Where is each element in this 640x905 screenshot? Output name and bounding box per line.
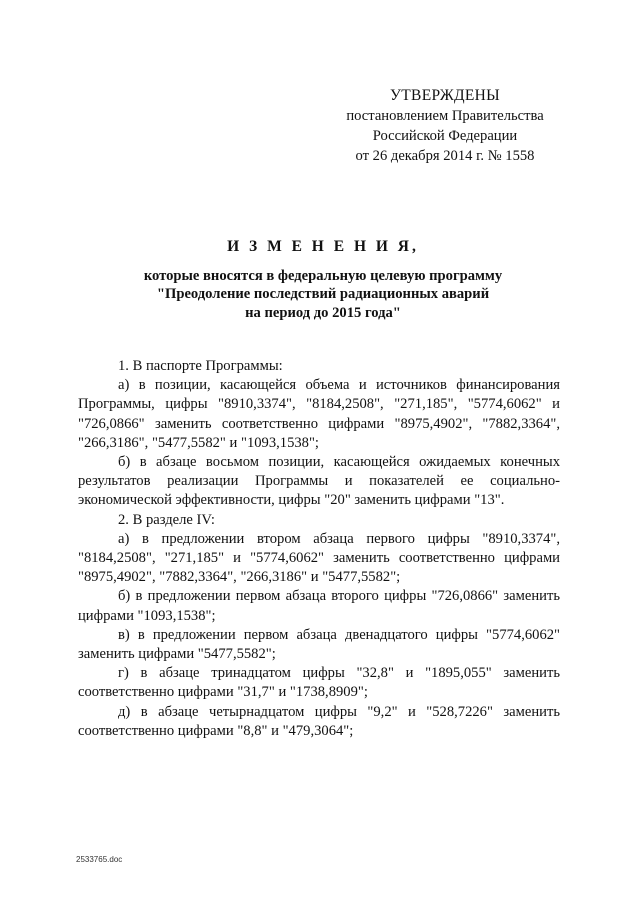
heading-line-1: которые вносятся в федеральную целевую программу xyxy=(143,267,503,284)
approval-line-3: от 26 декабря 2014 г. № 1558 xyxy=(355,148,535,164)
paragraph-2b: б) в предложении первом абзаца второго цифры "726,0866" заменить цифрами "1093,1538"; xyxy=(78,588,560,624)
heading-line-2: "Преодоление последствий радиационных аварий xyxy=(156,286,490,302)
paragraph-2e: д) в абзаце четырнадцатом цифры "9,2" и "528,7226" заменить соответственно цифрами "8,8" и "479,3064"; xyxy=(78,703,560,739)
paragraph-2c: в) в предложении первом абзаца двенадцатого цифры "5774,6062" заменить цифрами "5477,5582"; xyxy=(78,626,560,663)
paragraph-1: 1. В паспорте Программы: xyxy=(118,358,283,374)
document-body xyxy=(78,357,560,741)
approval-line-1: постановлением Правительства xyxy=(346,108,544,124)
file-name-footer: 2533765.doc xyxy=(76,855,123,864)
approval-line-2: Российской Федерации xyxy=(372,128,518,144)
heading-line-3: на период до 2015 года" xyxy=(245,304,401,321)
approval-block xyxy=(330,86,560,166)
document-heading xyxy=(80,238,566,322)
paragraph-1b: б) в абзаце восьмом позиции, касающейся ожидаемых конечных результатов реализации Программы и показателей ее социально-экономической эффективности, цифры "20" заменить цифрами "13". xyxy=(78,454,560,509)
paragraph-2: 2. В разделе IV: xyxy=(118,511,215,528)
paragraph-1a: а) в позиции, касающейся объема и источников финансирования Программы, цифры "8910,3374", "8184,2508", "271,185", "5774,6062" и "726,0866" заменить соответственно цифрами "8975,4902", "7882,3364", "266,3186", "5477,5582" и "1093,1538"; xyxy=(78,377,560,451)
paragraph-2a: а) в предложении втором абзаца первого цифры "8910,3374", "8184,2508", "271,185" и "5774,6062" заменить соответственно цифрами "8975,4902", "7882,3364", "266,3186" и "5477,5582"; xyxy=(78,530,560,586)
approval-title: УТВЕРЖДЕНЫ xyxy=(390,87,500,104)
paragraph-2d: г) в абзаце тринадцатом цифры "32,8" и "1895,055" заменить соответственно цифрами "31,7" и "1738,8909"; xyxy=(78,665,560,701)
heading-caps: И З М Е Н Е Н И Я, xyxy=(227,238,419,255)
